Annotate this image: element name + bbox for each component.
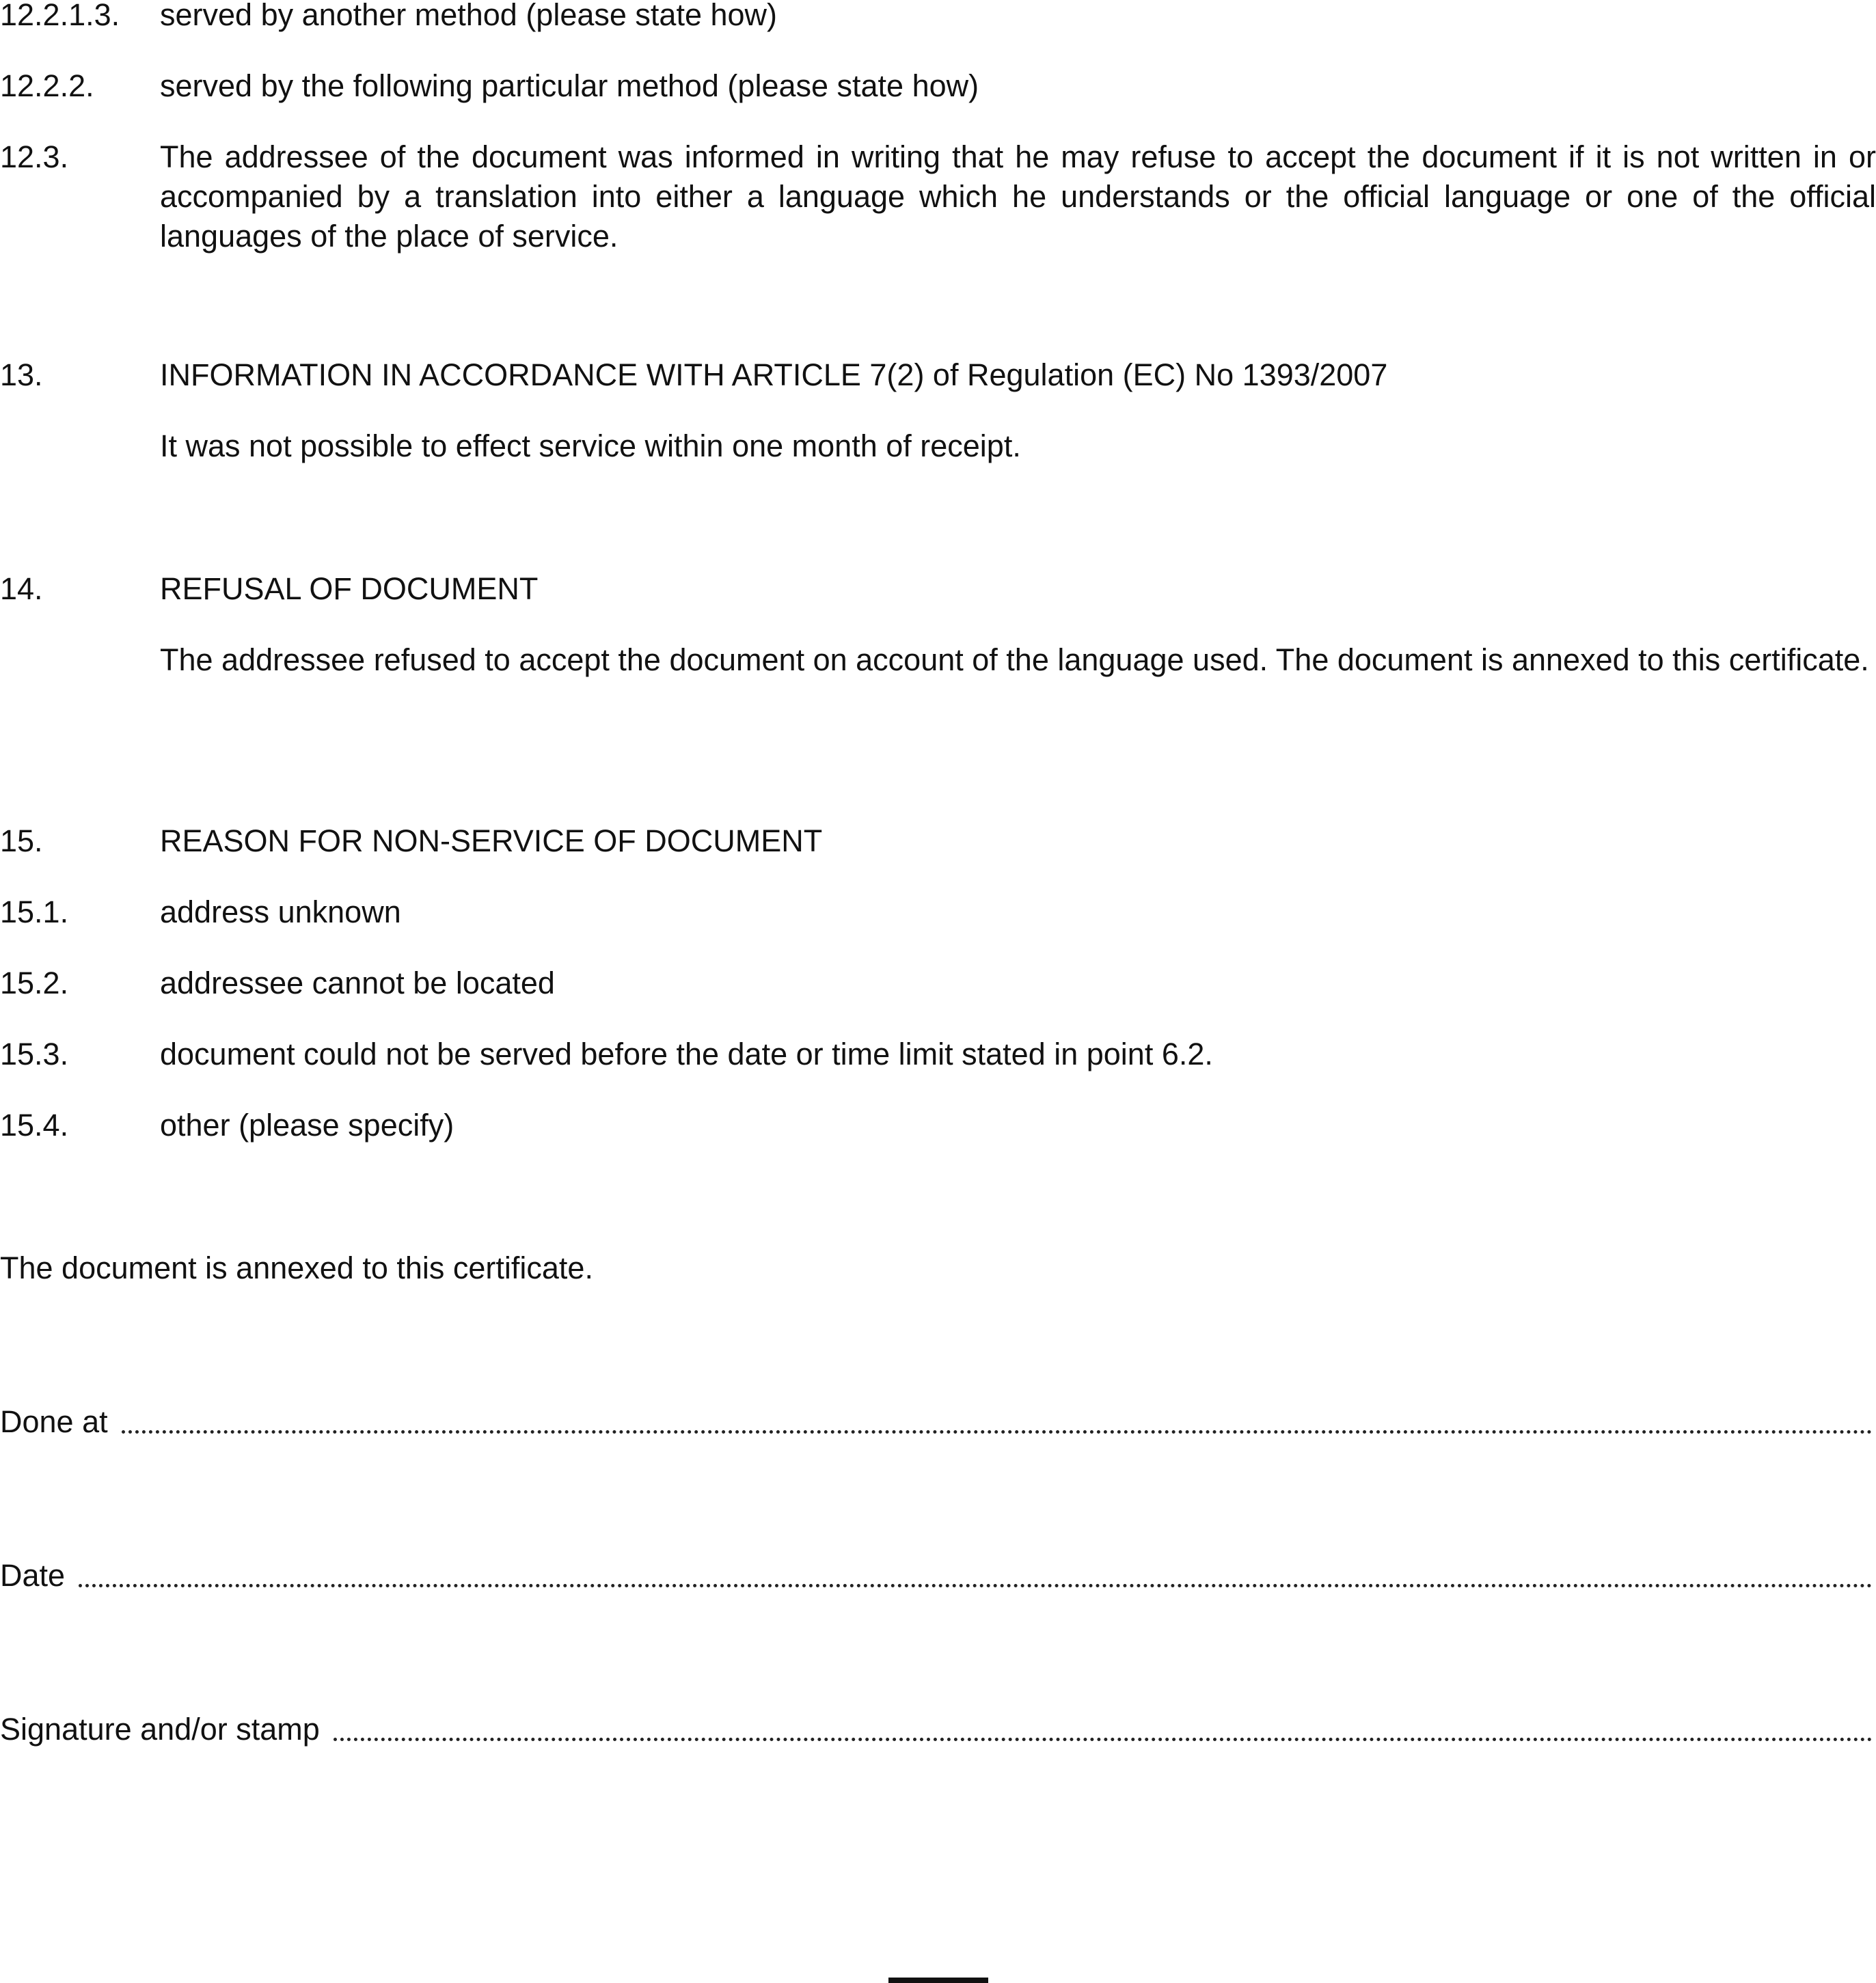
done-at-dotted-line [122, 1423, 1873, 1434]
item-number: 12.2.1.3. [0, 0, 120, 32]
done-at-label: Done at [0, 1404, 108, 1439]
item-number: 12.2.2. [0, 68, 94, 103]
item-text: other (please specify) [160, 1108, 454, 1143]
signature-dotted-line [334, 1731, 1873, 1741]
section-heading: INFORMATION IN ACCORDANCE WITH ARTICLE 7(2) of Regulation (EC) No 1393/2007 [160, 357, 1388, 392]
signature-field [0, 1710, 1873, 1749]
item-text: served by the following particular method (please state how) [160, 68, 979, 103]
section-13-body: It was not possible to effect service within one month of receipt. [160, 428, 1021, 463]
item-number: 15.3. [0, 1037, 69, 1071]
section-14-body: The addressee refused to accept the document on account of the language used. The document is annexed to this certificate. [160, 642, 1869, 677]
item-text: The addressee of the document was informed in writing that he may refuse to accept the document if it is not written in or accompanied by a translation into either a language which he understands or the official language or one of the official languages of the place of service. [160, 139, 1876, 254]
signature-label: Signature and/or stamp [0, 1712, 320, 1747]
section-number: 13. [0, 357, 43, 392]
date-dotted-line [79, 1577, 1873, 1587]
section-heading: REASON FOR NON-SERVICE OF DOCUMENT [160, 823, 823, 858]
done-at-field [0, 1402, 1873, 1442]
item-text: addressee cannot be located [160, 966, 555, 1000]
item-number: 12.3. [0, 139, 69, 174]
annex-note: The document is annexed to this certificate. [0, 1250, 593, 1285]
item-number: 15.1. [0, 894, 69, 929]
item-number: 15.4. [0, 1108, 69, 1143]
item-number: 15.2. [0, 966, 69, 1000]
date-label: Date [0, 1558, 66, 1593]
section-number: 14. [0, 571, 43, 606]
item-text: document could not be served before the date or time limit stated in point 6.2. [160, 1037, 1213, 1071]
section-number: 15. [0, 823, 43, 858]
date-field [0, 1556, 1873, 1596]
bottom-rule [888, 1978, 988, 1983]
section-heading: REFUSAL OF DOCUMENT [160, 571, 539, 606]
item-text: served by another method (please state how) [160, 0, 778, 32]
item-text: address unknown [160, 894, 401, 929]
